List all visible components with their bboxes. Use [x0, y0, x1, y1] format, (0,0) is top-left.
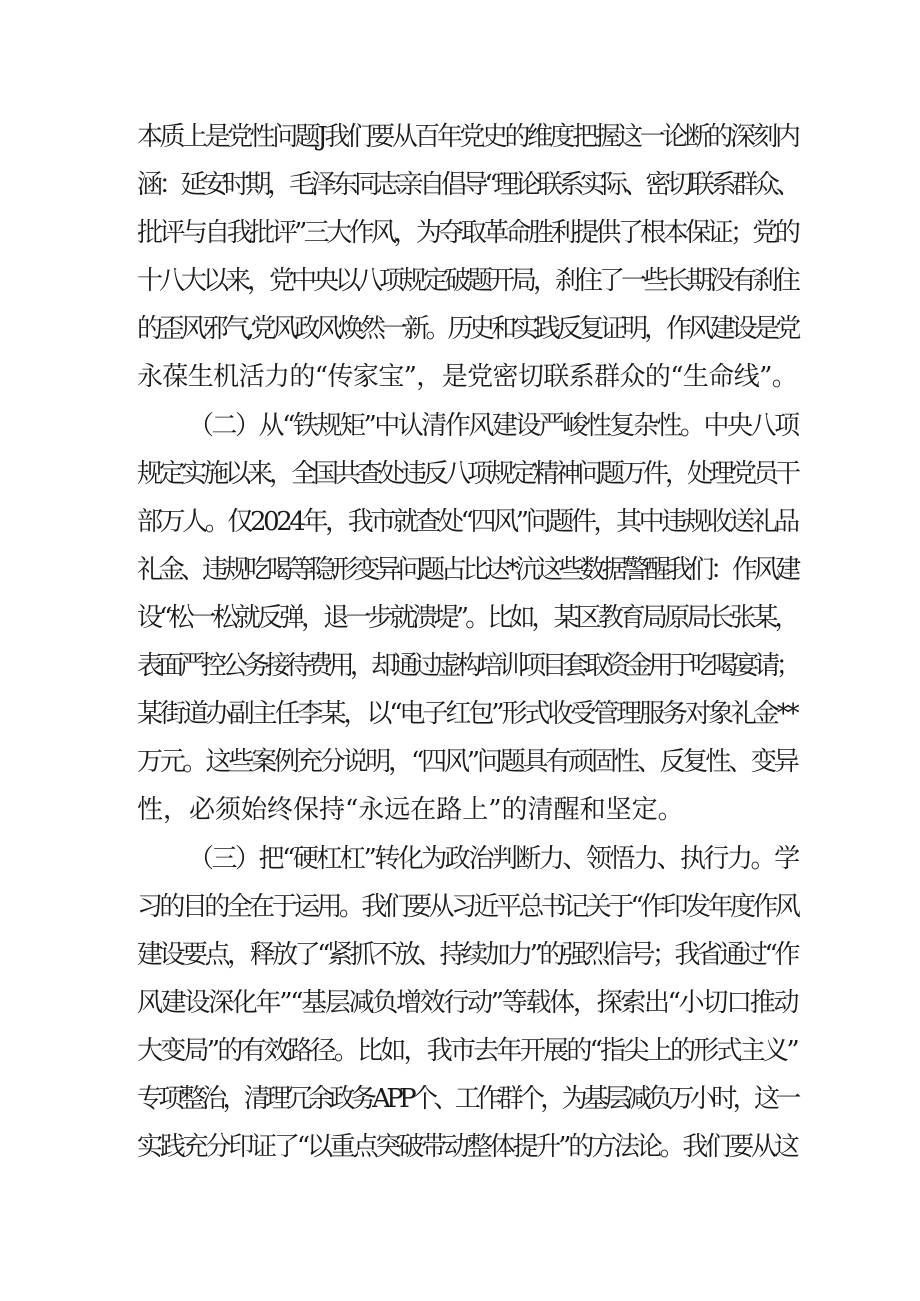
text-line: 建设要点，释放了“紧抓不放、持续加力”的强烈信号；我省通过“作 — [137, 940, 797, 970]
text-line: 性，必须始终保持“永远在路上”的清醒和坚定。 — [137, 795, 684, 825]
text-line: 礼金、违规吃喝等隐形变异问题占比达*沆这些数据警醒我们：作风建 — [137, 555, 798, 585]
text-line: 万元。这些案例充分说明，“四风”问题具有顽固性、反复性、变异 — [137, 747, 797, 777]
paragraph-heading: （二）从“铁规矩”中认清作风建设严峻性复杂性。中央八项 — [188, 411, 798, 441]
text-line: 规定实施以来，全国共查处违反八项规定精神问题万件，处理党员干 — [137, 459, 798, 489]
text-line: 部万人。仅2024年，我市就查处“四风”问题件，其中违规收送礼品 — [137, 507, 797, 537]
paragraph-heading: （三）把“硬杠杠”转化为政治判断力、领悟力、执行力。学 — [188, 844, 798, 874]
text-line: 永葆生机活力的“传家宝”，是党密切联系群众的“生命线”。 — [137, 362, 798, 392]
text-line: 十八大以来，党中央以八项规定破题开局，刹住了一些长期没有刹住 — [137, 266, 798, 296]
text-line: 专项整治，清理冗余政务APP个、工作群个，为基层减负万小时，这一 — [137, 1084, 797, 1114]
text-line: 批评与自我批评”三大作风，为夺取革命胜利提供了根本保证；党的 — [137, 218, 798, 248]
text-line: 实践充分印证了“以重点突破带动整体提升”的方法论。我们要从这 — [137, 1132, 797, 1162]
text-line: 本质上是党性问题J我们要从百年党史的维度把握这一论断的深刻内 — [137, 122, 798, 152]
text-line: 习的目的全在于运用。我们要从习近平总书记关于“作印发年度作风 — [137, 892, 798, 922]
text-line: 的歪风邪气,党风政风焕然一新。历史和实践反复证明，作风建设是党 — [137, 314, 798, 344]
text-line: 某街道办副主任李某，以“电子红包”形式收受管理服务对象礼金** — [137, 699, 797, 729]
text-line: 设“松一松就反弹，退一步就溃堤”。比如，某区教育局原局长张某， — [137, 603, 797, 633]
text-line: 表面严控公务接待费用，却通过虚构培训项目套取资金用于吃喝宴请； — [137, 651, 798, 681]
text-line: 大变局”的有效路径。比如，我市去年开展的“指尖上的形式主义” — [137, 1036, 797, 1066]
text-line: 风建设深化年”“基层减负增效行动”等载体，探索出“小切口推动 — [137, 988, 798, 1018]
text-line: 涵：延安时期，毛泽东同志亲自倡导“理论联系实际、密切联系群众、 — [137, 170, 798, 200]
